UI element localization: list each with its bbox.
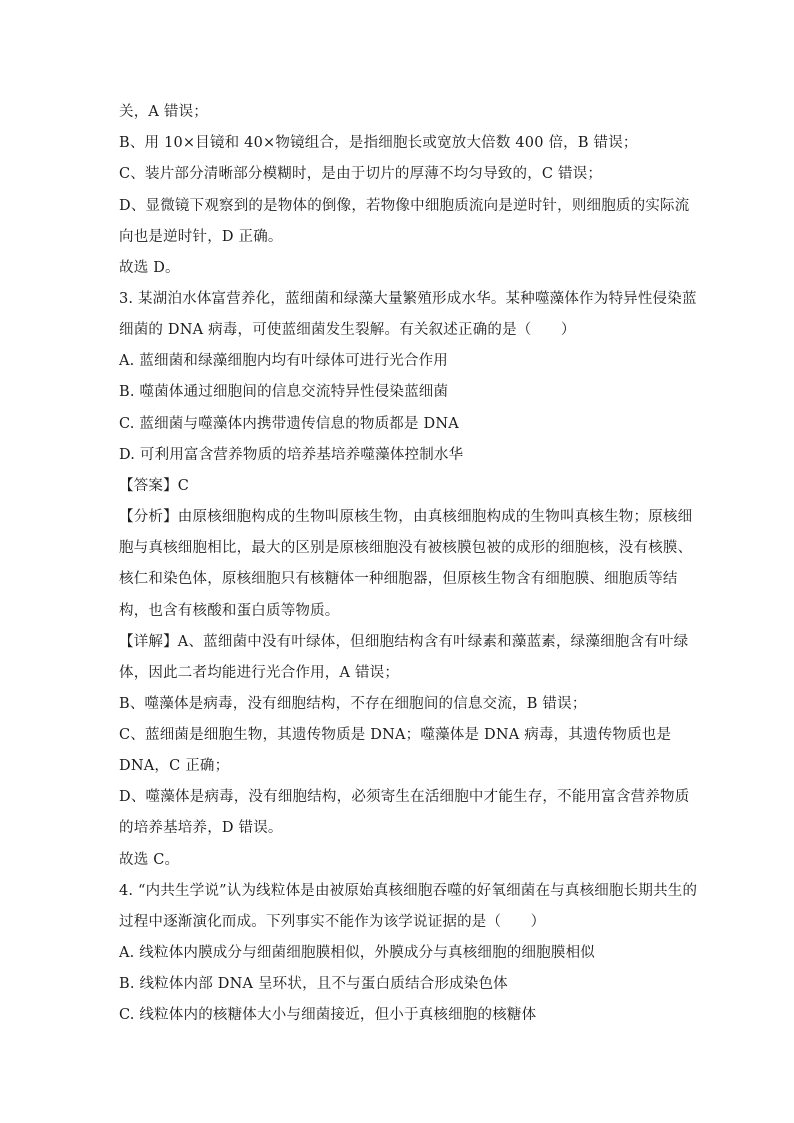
text-line: 故选 D。 — [119, 260, 180, 276]
question-stem: 细菌的 DNA 病毒，可使蓝细菌发生裂解。有关叙述正确的是（ ） — [119, 322, 576, 338]
text-line: C、装片部分清晰部分模糊时，是由于切片的厚薄不均匀导致的，C 错误； — [119, 166, 603, 182]
option-b: B. 线粒体内部 DNA 呈环状，且不与蛋白质结合形成染色体 — [119, 976, 508, 992]
explanation-line: 体，因此二者均能进行光合作用，A 错误； — [119, 665, 400, 681]
text-line: B、用 10×目镜和 40×物镜组合，是指细胞长或宽放大倍数 400 倍，B 错误； — [119, 135, 638, 151]
text-line: 关，A 错误； — [119, 104, 208, 120]
analysis-line: 核仁和染色体，原核细胞只有核糖体一种细胞器，但原核生物含有细胞膜、细胞质等结 — [119, 571, 678, 587]
option-a: A. 线粒体内膜成分与细菌细胞膜相似，外膜成分与真核细胞的细胞膜相似 — [119, 945, 595, 961]
explanation-line: 【详解】A、蓝细菌中没有叶绿体，但细胞结构含有叶绿素和藻蓝素，绿藻细胞含有叶绿 — [119, 634, 689, 650]
text-line: D、显微镜下观察到的是物体的倒像，若物像中细胞质流向是逆时针，则细胞质的实际流 — [119, 198, 690, 214]
option-b: B. 噬菌体通过细胞间的信息交流特异性侵染蓝细菌 — [119, 384, 449, 400]
analysis-line: 【分析】由原核细胞构成的生物叫原核生物，由真核细胞构成的生物叫真核生物；原核细 — [119, 509, 693, 525]
question-stem: 过程中逐渐演化而成。下列事实不能作为该学说证据的是（ ） — [119, 914, 546, 930]
analysis-line: 胞与真核细胞相比，最大的区别是原核细胞没有被核膜包被的成形的细胞核，没有核膜、 — [119, 540, 693, 556]
option-d: D. 可利用富含营养物质的培养基培养噬藻体控制水华 — [119, 447, 464, 463]
option-a: A. 蓝细菌和绿藻细胞内均有叶绿体可进行光合作用 — [119, 353, 448, 369]
explanation-line: B、噬藻体是病毒，没有细胞结构，不存在细胞间的信息交流，B 错误； — [119, 696, 587, 712]
explanation-line: DNA，C 正确； — [119, 758, 230, 774]
option-c: C. 蓝细菌与噬藻体内携带遗传信息的物质都是 DNA — [119, 416, 459, 432]
explanation-line: 的培养基培养，D 错误。 — [119, 820, 283, 836]
explanation-line: D、噬藻体是病毒，没有细胞结构，必须寄生在活细胞中才能生存，不能用富含营养物质 — [119, 789, 690, 805]
analysis-line: 构，也含有核酸和蛋白质等物质。 — [119, 603, 340, 619]
explanation-line: C、蓝细菌是细胞生物，其遗传物质是 DNA；噬藻体是 DNA 病毒，其遗传物质也是 — [119, 727, 672, 743]
choice-line: 故选 C。 — [119, 852, 180, 868]
question-stem: 3. 某湖泊水体富营养化，蓝细菌和绿藻大量繁殖形成水华。某种噬藻体作为特异性侵染蓝 — [119, 291, 697, 307]
answer-line: 【答案】C — [119, 478, 190, 494]
text-line: 向也是逆时针，D 正确。 — [119, 229, 283, 245]
question-stem: 4. “内共生学说”认为线粒体是由被原始真核细胞吞噬的好氧细菌在与真核细胞长期共生的 — [119, 883, 698, 899]
option-c: C. 线粒体内的核糖体大小与细菌接近，但小于真核细胞的核糖体 — [119, 1007, 537, 1023]
